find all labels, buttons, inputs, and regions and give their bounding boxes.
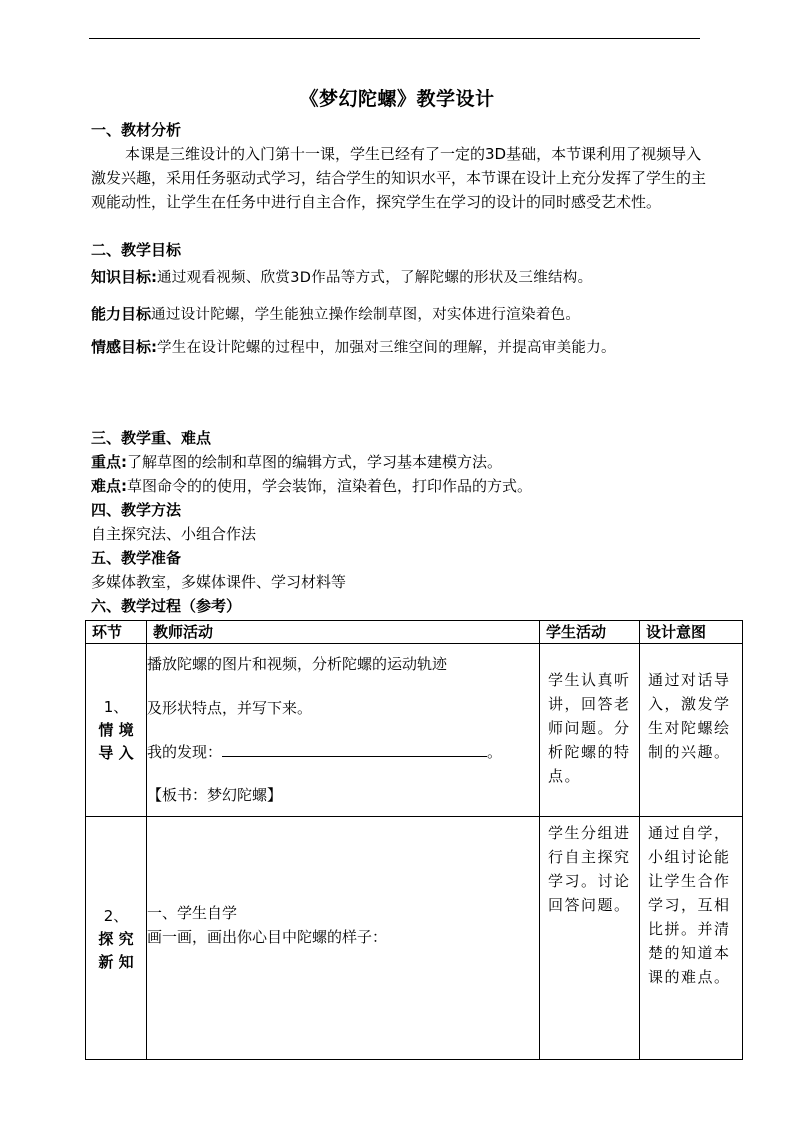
- header-rule: [89, 38, 700, 39]
- teacher-text: 及形状特点，并写下来。: [147, 699, 313, 717]
- section-heading: 五、教学准备: [91, 549, 182, 567]
- teacher-activity-cell: [147, 644, 540, 817]
- section-heading: 六、教学过程（参考）: [91, 597, 242, 615]
- period-mark: 。: [487, 743, 503, 761]
- key-label: 重点:: [91, 453, 127, 471]
- section-objectives: [91, 238, 711, 363]
- intent-text: 通过自学，小组讨论能让学生合作学习，互相比拼。并清楚的知道本课的难点。: [648, 824, 731, 986]
- objective-label: 能力目标: [91, 305, 152, 323]
- process-table: [85, 620, 743, 1060]
- stage-name: 新 知: [98, 953, 134, 971]
- section-heading: 一、教材分析: [91, 121, 182, 139]
- stage-cell: [86, 644, 147, 817]
- header-cell: 教师活动: [147, 621, 540, 644]
- objective-text: 学生在设计陀螺的过程中，加强对三维空间的理解，并提高审美能力。: [157, 340, 616, 356]
- discovery-label: 我的发现：: [147, 743, 223, 761]
- stage-name: 情 境: [98, 721, 134, 739]
- objective-label: 情感目标:: [91, 338, 157, 356]
- section-heading: 四、教学方法: [91, 501, 182, 519]
- key-text: 了解草图的绘制和草图的编辑方式，学习基本建模方法。: [127, 453, 503, 471]
- stage-number: 1、: [103, 698, 129, 716]
- section-materials: [91, 118, 711, 214]
- knowledge-objective: [91, 262, 711, 293]
- objective-text: 通过设计陀螺，学生能独立操作绘制草图，对实体进行渲染着色。: [151, 307, 581, 323]
- student-activity-cell: [540, 644, 640, 817]
- document-title: 《梦幻陀螺》教学设计: [299, 88, 495, 110]
- design-intent-cell: [640, 817, 743, 1060]
- preparation-text: 多媒体教室，多媒体课件、学习材料等: [91, 573, 347, 591]
- stage-name: 探 究: [98, 930, 134, 948]
- section-heading: 二、教学目标: [91, 241, 182, 259]
- teacher-text: 画一画，画出你心目中陀螺的样子：: [147, 928, 388, 946]
- methods-text: 自主探究法、小组合作法: [91, 525, 257, 543]
- header-cell: 环节: [86, 621, 147, 644]
- difficulty-text: 草图命令的的使用，学会装饰，渲染着色，打印作品的方式。: [127, 477, 533, 495]
- teacher-text: 播放陀螺的图片和视频，分析陀螺的运动轨迹: [147, 655, 448, 673]
- student-text: 学生认真听讲，回答老师问题。分析陀螺的特点。: [548, 671, 631, 785]
- objective-label: 知识目标:: [91, 268, 157, 286]
- teacher-activity-cell: [147, 817, 540, 1060]
- stage-cell: [86, 817, 147, 1060]
- student-text: 学生分组进行自主探究学习。讨论回答问题。: [548, 824, 631, 914]
- emotion-objective: [91, 332, 711, 363]
- table-row: [86, 644, 743, 817]
- section-heading: 三、教学重、难点: [91, 429, 212, 447]
- ability-objective: [91, 299, 711, 330]
- header-cell: 学生活动: [540, 621, 640, 644]
- intent-text: 通过对话导入，激发学生对陀螺绘制的兴趣。: [648, 671, 731, 761]
- difficulty-label: 难点:: [91, 477, 127, 495]
- table-header-row: [86, 621, 743, 644]
- materials-paragraph: 本课是三维设计的入门第十一课，学生已经有了一定的3D基础，本节课利用了视频导入激发兴趣，采用任务驱动式学习，结合学生的知识水平，本节课在设计上充分发挥了学生的主观能动性，让学生在任务中进行自主合作，探究学生在学习的设计的同时感受艺术性。: [91, 145, 707, 211]
- header-cell: 设计意图: [640, 621, 743, 644]
- stage-number: 2、: [103, 907, 129, 925]
- teacher-text: 一、学生自学: [147, 904, 238, 922]
- design-intent-cell: [640, 644, 743, 817]
- objective-text: 通过观看视频、欣赏3D作品等方式，了解陀螺的形状及三维结构。: [157, 270, 593, 286]
- student-activity-cell: [540, 817, 640, 1060]
- answer-blank[interactable]: [222, 742, 487, 757]
- stage-name: 导 入: [98, 744, 134, 762]
- discovery-line: [147, 736, 539, 768]
- section-key-points: [91, 426, 711, 618]
- board-note: 【板书：梦幻陀螺】: [147, 786, 283, 804]
- table-row: [86, 817, 743, 1060]
